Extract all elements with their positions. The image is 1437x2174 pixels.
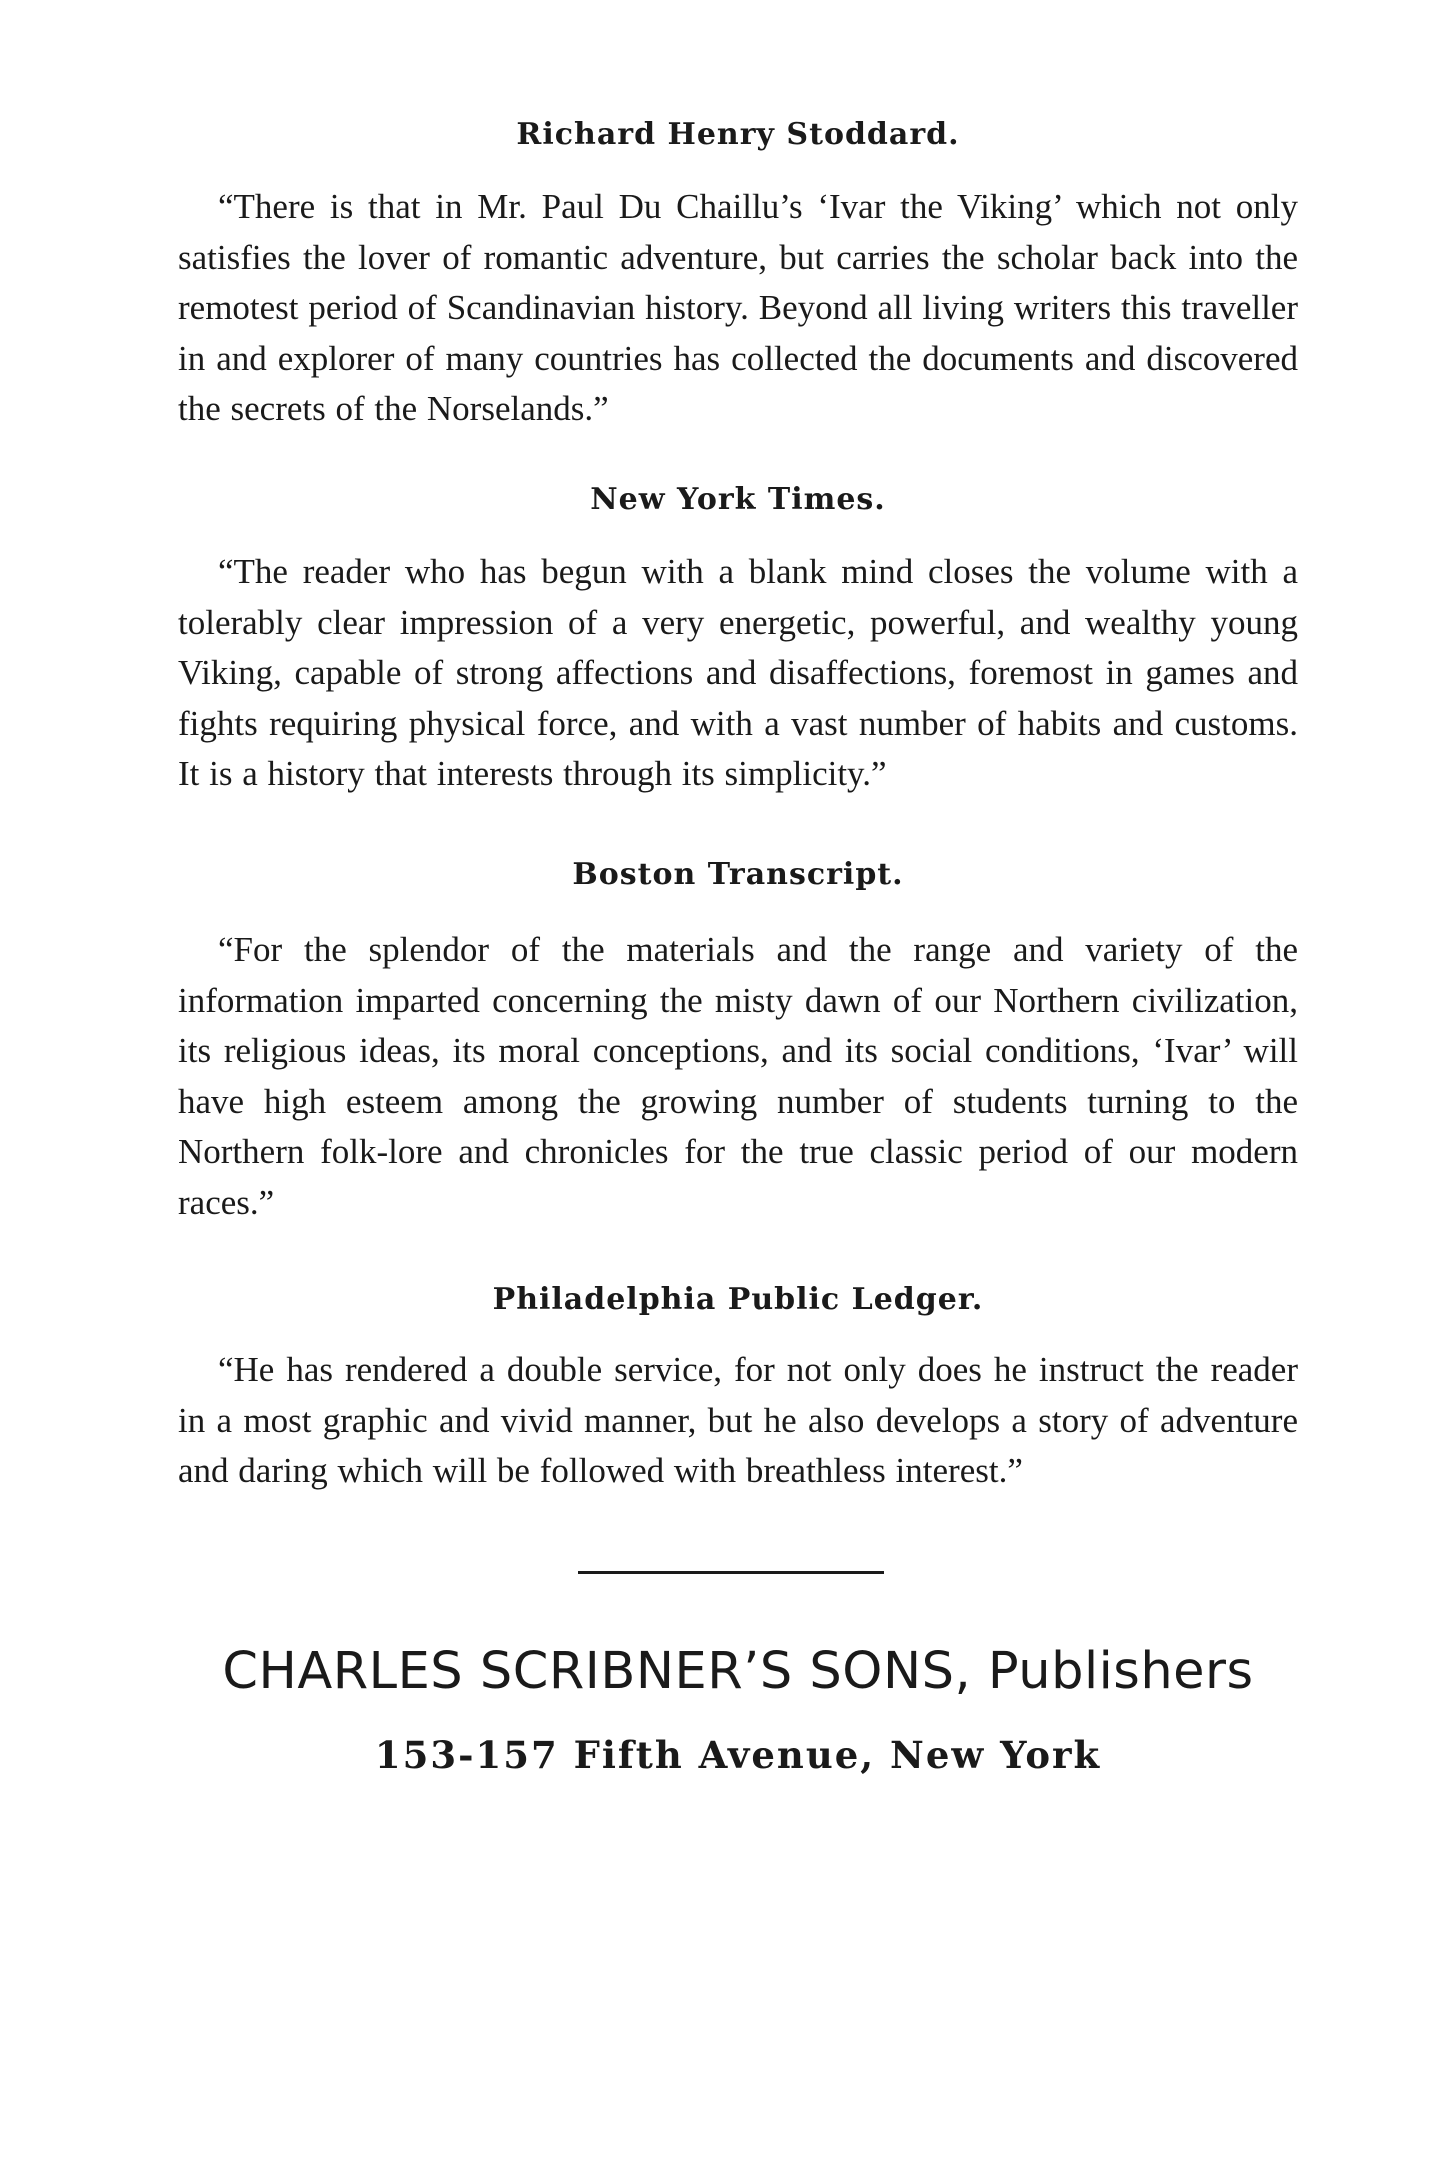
review-source-boston-transcript: Boston Transcript. [572,857,904,892]
review-source-ny-times: New York Times. [590,482,886,517]
review-quote-boston-transcript: “For the splendor of the materials and the range and variety of the information imparted concerning the misty dawn of our Northern civilization, its religious ideas, its moral conceptions, and its social conditions, ‘Ivar’ will have high esteem among the growing number of students turning to the Northern folk-lore and chronicles for the true classic period of our modern races.” [178,930,1298,1222]
review-quote-ny-times: “The reader who has begun with a blank mind closes the volume with a tolerably clear impression of a very energetic, powerful, and wealthy young Viking, capable of strong affections and disaffections, foremost in games and fights requiring physical force, and with a vast number of habits and customs. It is a history that interests through its simplicity.” [178,552,1298,793]
publisher-address: 153-157 Fifth Avenue, New York [374,1733,1102,1777]
review-quote-stoddard: “There is that in Mr. Paul Du Chaillu’s ‘Ivar the Viking’ which not only satisfies the lover of romantic adventure, but carries the scholar back into the remotest period of Scandinavian history. Beyond all living writers this traveller in and explorer of many countries has collected the documents and discovered the secrets of the Norselands.” [178,187,1298,428]
publisher-name: CHARLES SCRIBNER’S SONS, Publishers [222,1642,1254,1701]
review-source-stoddard: Richard Henry Stoddard. [516,117,960,152]
review-source-philadelphia-ledger: Philadelphia Public Ledger. [492,1282,984,1317]
review-quote-philadelphia-ledger: “He has rendered a double service, for not only does he instruct the reader in a most graphic and vivid manner, but he also develops a story of adventure and daring which will be followed with breathless interest.” [178,1350,1298,1490]
section-divider [578,1571,884,1574]
